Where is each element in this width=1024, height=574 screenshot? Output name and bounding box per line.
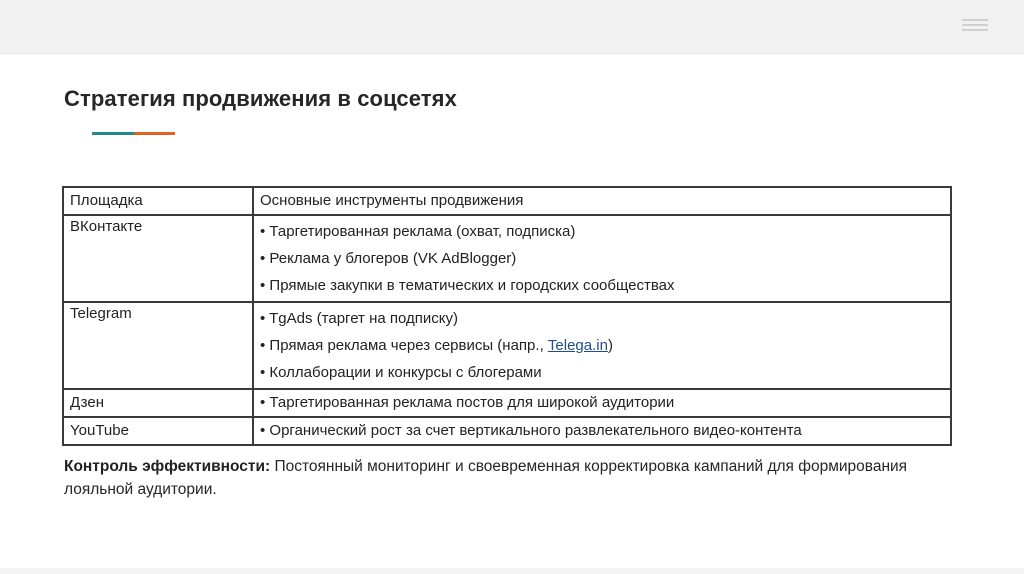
tools-cell [253, 417, 951, 445]
page-title: Стратегия продвижения в соцсетях [64, 86, 457, 111]
tools-cell [253, 302, 951, 389]
hamburger-menu-icon[interactable] [962, 19, 988, 33]
table-row [63, 389, 951, 417]
table-header-row [63, 187, 951, 215]
control-text: Постоянный мониторинг и своевременная корректировка кампаний для формирования лояльной аудитории. [64, 458, 908, 498]
tool-item: • TgAds (таргет на подписку) [260, 310, 458, 327]
platform-cell: YouTube [63, 417, 253, 445]
top-bar [0, 0, 1024, 54]
accent-teal-segment [92, 132, 134, 135]
table-row [63, 302, 951, 389]
header-platform: Площадка [63, 187, 253, 215]
tool-item [260, 332, 944, 359]
tools-cell [253, 215, 951, 302]
table-row [63, 417, 951, 445]
tool-item: • Таргетированная реклама постов для широкой аудитории [260, 394, 675, 411]
efficiency-control-note [64, 455, 924, 501]
accent-orange-segment [134, 132, 175, 135]
platform-cell: Telegram [63, 302, 253, 389]
control-label: Контроль эффективности: [64, 458, 271, 475]
tool-item: • Прямые закупки в тематических и городских сообществах [260, 277, 675, 294]
tool-item: • Таргетированная реклама (охват, подписка) [260, 223, 576, 240]
tool-item: • Коллаборации и конкурсы с блогерами [260, 364, 542, 381]
table-row [63, 215, 951, 302]
platform-cell: Дзен [63, 389, 253, 417]
header-tools: Основные инструменты продвижения [253, 187, 951, 215]
title-accent-line [92, 132, 175, 135]
tool-item-text: • Прямая реклама через сервисы (напр., [260, 337, 548, 354]
promotion-table [62, 186, 952, 446]
tool-item: • Органический рост за счет вертикального развлекательного видео-контента [260, 422, 802, 439]
telega-link[interactable]: Telega.in [547, 337, 608, 354]
bottom-edge [0, 568, 1024, 574]
tool-item-suffix: ) [607, 337, 613, 354]
tool-item: • Реклама у блогеров (VK AdBlogger) [260, 250, 517, 267]
tools-cell [253, 389, 951, 417]
platform-cell: ВКонтакте [63, 215, 253, 302]
